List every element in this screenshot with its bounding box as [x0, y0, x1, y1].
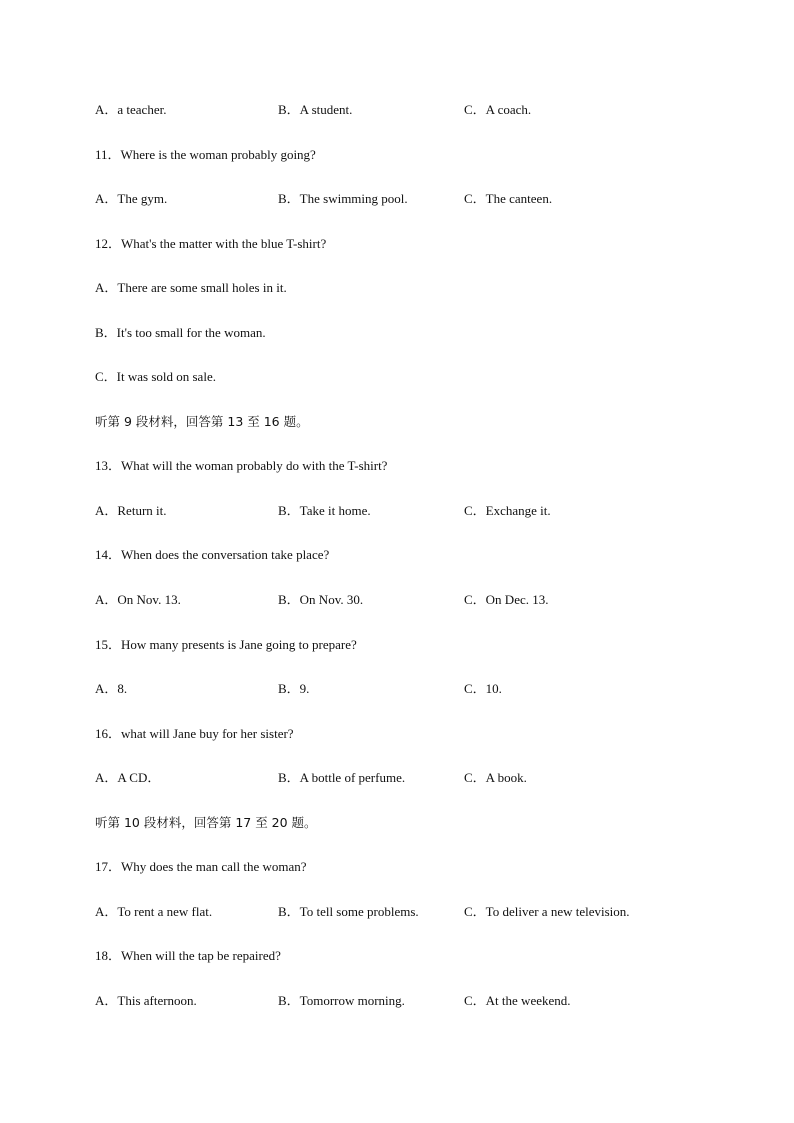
q13-option-b: B．Take it home.: [278, 503, 371, 518]
q16-question: 16．what will Jane buy for her sister?: [95, 726, 294, 741]
q18-option-a: A．This afternoon.: [95, 993, 197, 1008]
q14-option-c: C．On Dec. 13.: [464, 592, 549, 607]
q14-option-a: A．On Nov. 13.: [95, 592, 181, 607]
q16-option-c: C．A book.: [464, 770, 527, 785]
q18-option-c: C．At the weekend.: [464, 993, 571, 1008]
q12-option-b: B．It's too small for the woman.: [95, 325, 266, 340]
q11-option-c: C．The canteen.: [464, 191, 553, 206]
q16-option-a: A．A CD．: [95, 770, 161, 785]
q16-option-b: B．A bottle of perfume.: [278, 770, 406, 785]
q18-question: 18．When will the tap be repaired?: [95, 948, 281, 963]
q11-option-b: B．The swimming pool.: [278, 191, 408, 206]
q14-option-b: B．On Nov. 30.: [278, 592, 364, 607]
q12-question: 12．What's the matter with the blue T-shirt?: [95, 236, 327, 251]
q15-option-c: C．10.: [464, 681, 502, 696]
q15-option-b: B．9.: [278, 681, 310, 696]
section-10-instruction: 听第 10 段材料，回答第 17 至 20 题。: [95, 815, 317, 830]
q15-question: 15．How many presents is Jane going to prepare?: [95, 637, 357, 652]
q17-option-a: A．To rent a new flat.: [95, 904, 213, 919]
q17-option-c: C．To deliver a new television.: [464, 904, 630, 919]
q18-option-b: B．Tomorrow morning.: [278, 993, 405, 1008]
q13-option-c: C．Exchange it.: [464, 503, 551, 518]
q10-option-c: C．A coach.: [464, 102, 532, 117]
q17-option-b: B．To tell some problems.: [278, 904, 419, 919]
section-9-instruction: 听第 9 段材料，回答第 13 至 16 题。: [95, 414, 309, 429]
q10-option-b: B．A student.: [278, 102, 353, 117]
q12-option-a: A．There are some small holes in it.: [95, 280, 287, 295]
q17-question: 17．Why does the man call the woman?: [95, 859, 307, 874]
q14-question: 14．When does the conversation take place?: [95, 547, 330, 562]
q11-option-a: A．The gym.: [95, 191, 168, 206]
q15-option-a: A．8.: [95, 681, 128, 696]
q11-question: 11．Where is the woman probably going?: [95, 147, 316, 162]
q13-option-a: A．Return it.: [95, 503, 167, 518]
q12-option-c: C．It was sold on sale.: [95, 369, 216, 384]
q10-option-a: A．a teacher.: [95, 102, 167, 117]
q13-question: 13．What will the woman probably do with the T-shirt?: [95, 458, 388, 473]
